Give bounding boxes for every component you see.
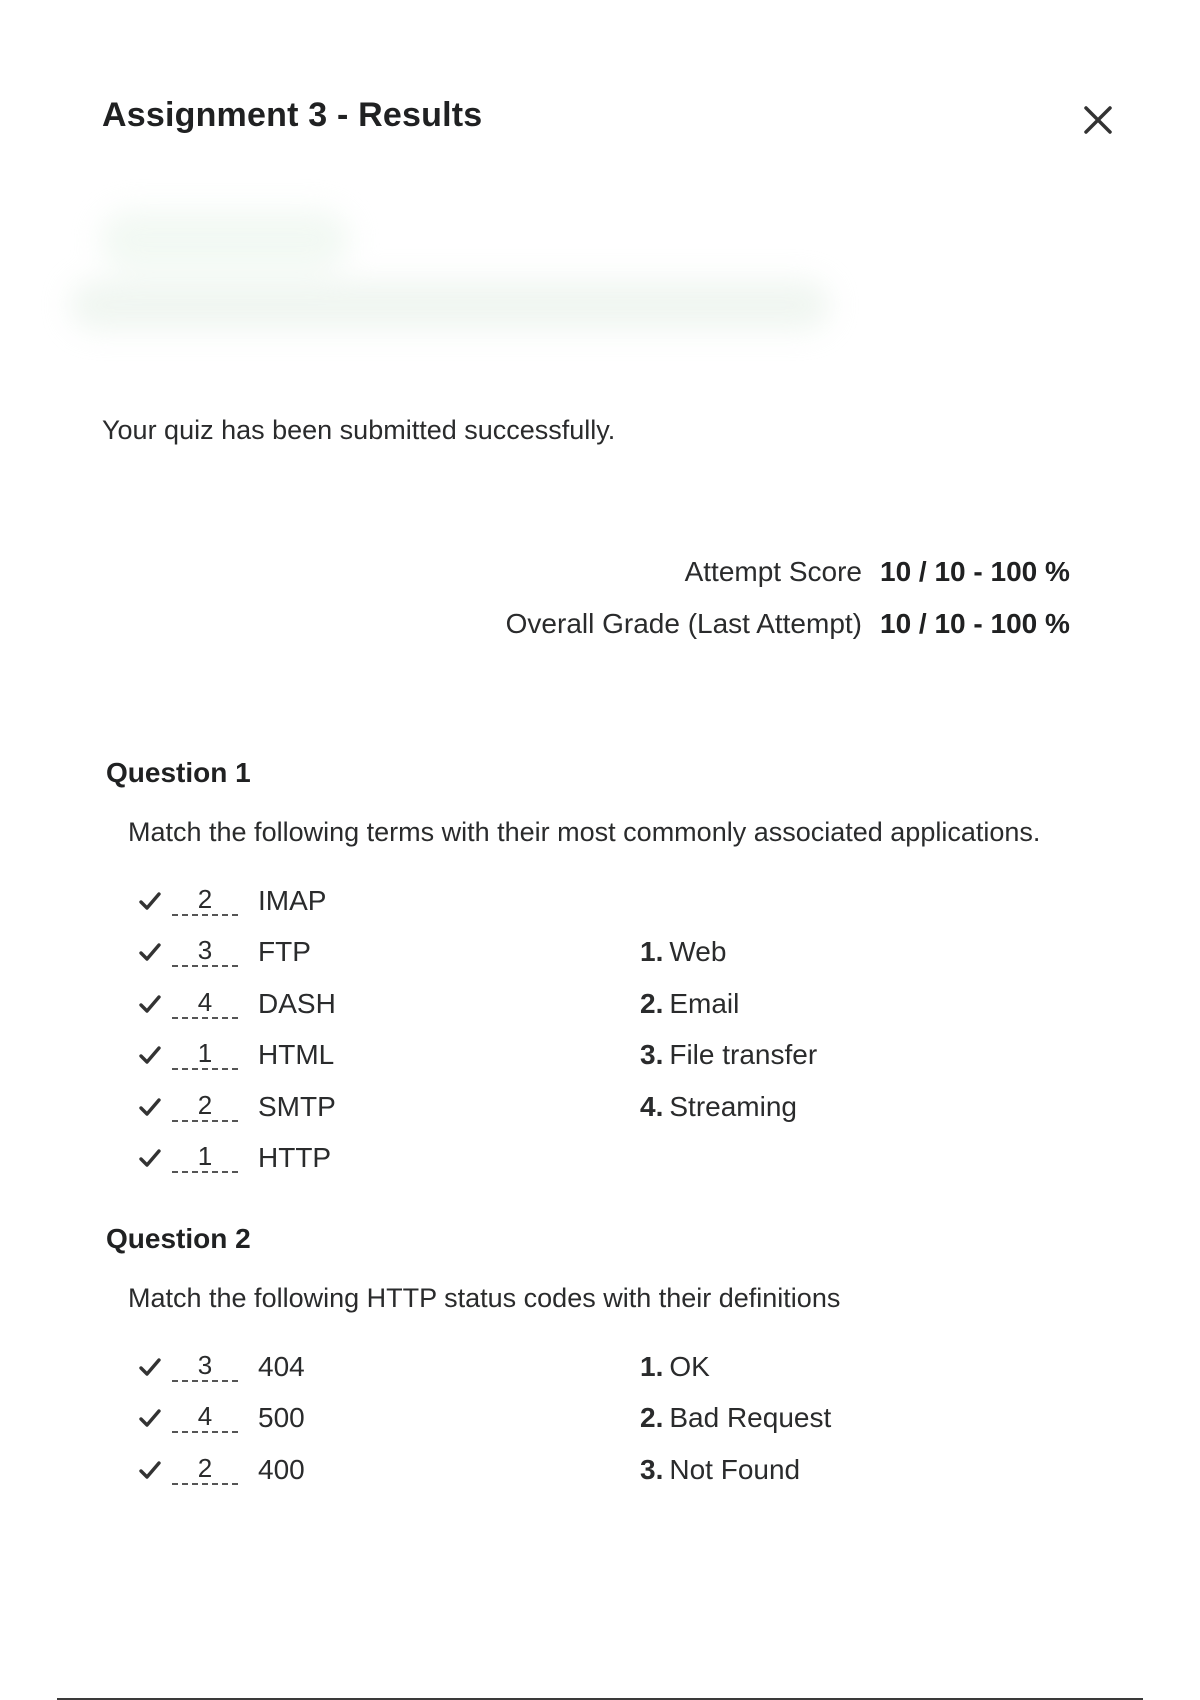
check-icon (136, 1093, 164, 1121)
selected-answer: 2 (172, 886, 238, 916)
score-label: Attempt Score (684, 556, 862, 587)
submission-status-message: Your quiz has been submitted successfully. (102, 415, 616, 445)
match-term: 404 (258, 1351, 305, 1382)
question-2 (106, 1223, 1156, 1503)
overall-grade-row (506, 608, 1085, 660)
match-row (136, 984, 336, 1024)
check-icon (136, 887, 164, 915)
check-icon (136, 938, 164, 966)
choice-item (640, 984, 739, 1024)
match-row (136, 932, 311, 972)
choice-text: Streaming (669, 1091, 797, 1122)
check-icon (136, 990, 164, 1018)
selected-answer: 1 (172, 1040, 238, 1070)
choice-number: 2. (640, 1402, 664, 1433)
close-button[interactable] (1078, 100, 1118, 140)
match-term: 500 (258, 1402, 305, 1433)
choice-text: OK (669, 1351, 710, 1382)
match-row (136, 1087, 336, 1127)
selected-answer: 4 (172, 1403, 238, 1433)
selected-answer: 3 (172, 1352, 238, 1382)
question-prompt: Match the following HTTP status codes with their definitions (128, 1283, 841, 1313)
score-label: Overall Grade (Last Attempt) (505, 608, 862, 639)
selected-answer: 1 (172, 1143, 238, 1173)
match-term: FTP (258, 936, 311, 967)
match-row (136, 881, 326, 921)
match-term: IMAP (258, 885, 327, 916)
choice-item (640, 1035, 817, 1075)
selected-answer: 2 (172, 1092, 238, 1122)
check-icon (136, 1456, 164, 1484)
match-row (136, 1138, 331, 1178)
choice-text: Bad Request (669, 1402, 832, 1433)
score-summary (506, 556, 1085, 660)
match-row (136, 1035, 334, 1075)
choice-item (640, 1398, 831, 1438)
match-term: 400 (258, 1454, 305, 1485)
close-icon (1078, 100, 1118, 140)
selected-answer: 4 (172, 989, 238, 1019)
choice-text: File transfer (669, 1039, 818, 1070)
choice-text: Not Found (669, 1454, 801, 1485)
attempt-score-row (506, 556, 1085, 608)
choice-number: 4. (640, 1091, 664, 1122)
choice-text: Web (669, 936, 727, 967)
choice-number: 3. (640, 1454, 664, 1485)
question-1 (106, 757, 1156, 1197)
choice-number: 1. (640, 1351, 664, 1382)
check-icon (136, 1041, 164, 1069)
selected-answer: 2 (172, 1455, 238, 1485)
choice-number: 3. (640, 1039, 664, 1070)
match-term: DASH (258, 988, 336, 1019)
check-icon (136, 1144, 164, 1172)
redacted-blurred-content (60, 190, 850, 350)
score-value: 10 / 10 - 100 % (880, 608, 1070, 639)
choice-item (640, 1450, 800, 1490)
match-row (136, 1398, 305, 1438)
choice-item (640, 1087, 797, 1127)
match-row (136, 1450, 305, 1490)
check-icon (136, 1353, 164, 1381)
choice-number: 2. (640, 988, 664, 1019)
choice-number: 1. (640, 936, 664, 967)
choice-text: Email (669, 988, 740, 1019)
question-title: Question 2 (106, 1223, 251, 1254)
selected-answer: 3 (172, 937, 238, 967)
question-prompt: Match the following terms with their most commonly associated applications. (128, 817, 1041, 847)
match-term: HTML (258, 1039, 335, 1070)
match-term: SMTP (258, 1091, 336, 1122)
match-term: HTTP (258, 1142, 332, 1173)
check-icon (136, 1404, 164, 1432)
choice-item (640, 1347, 710, 1387)
score-value: 10 / 10 - 100 % (880, 556, 1070, 587)
question-title: Question 1 (106, 757, 251, 788)
match-row (136, 1347, 305, 1387)
dialog-title: Assignment 3 - Results (102, 96, 483, 134)
choice-item (640, 932, 726, 972)
